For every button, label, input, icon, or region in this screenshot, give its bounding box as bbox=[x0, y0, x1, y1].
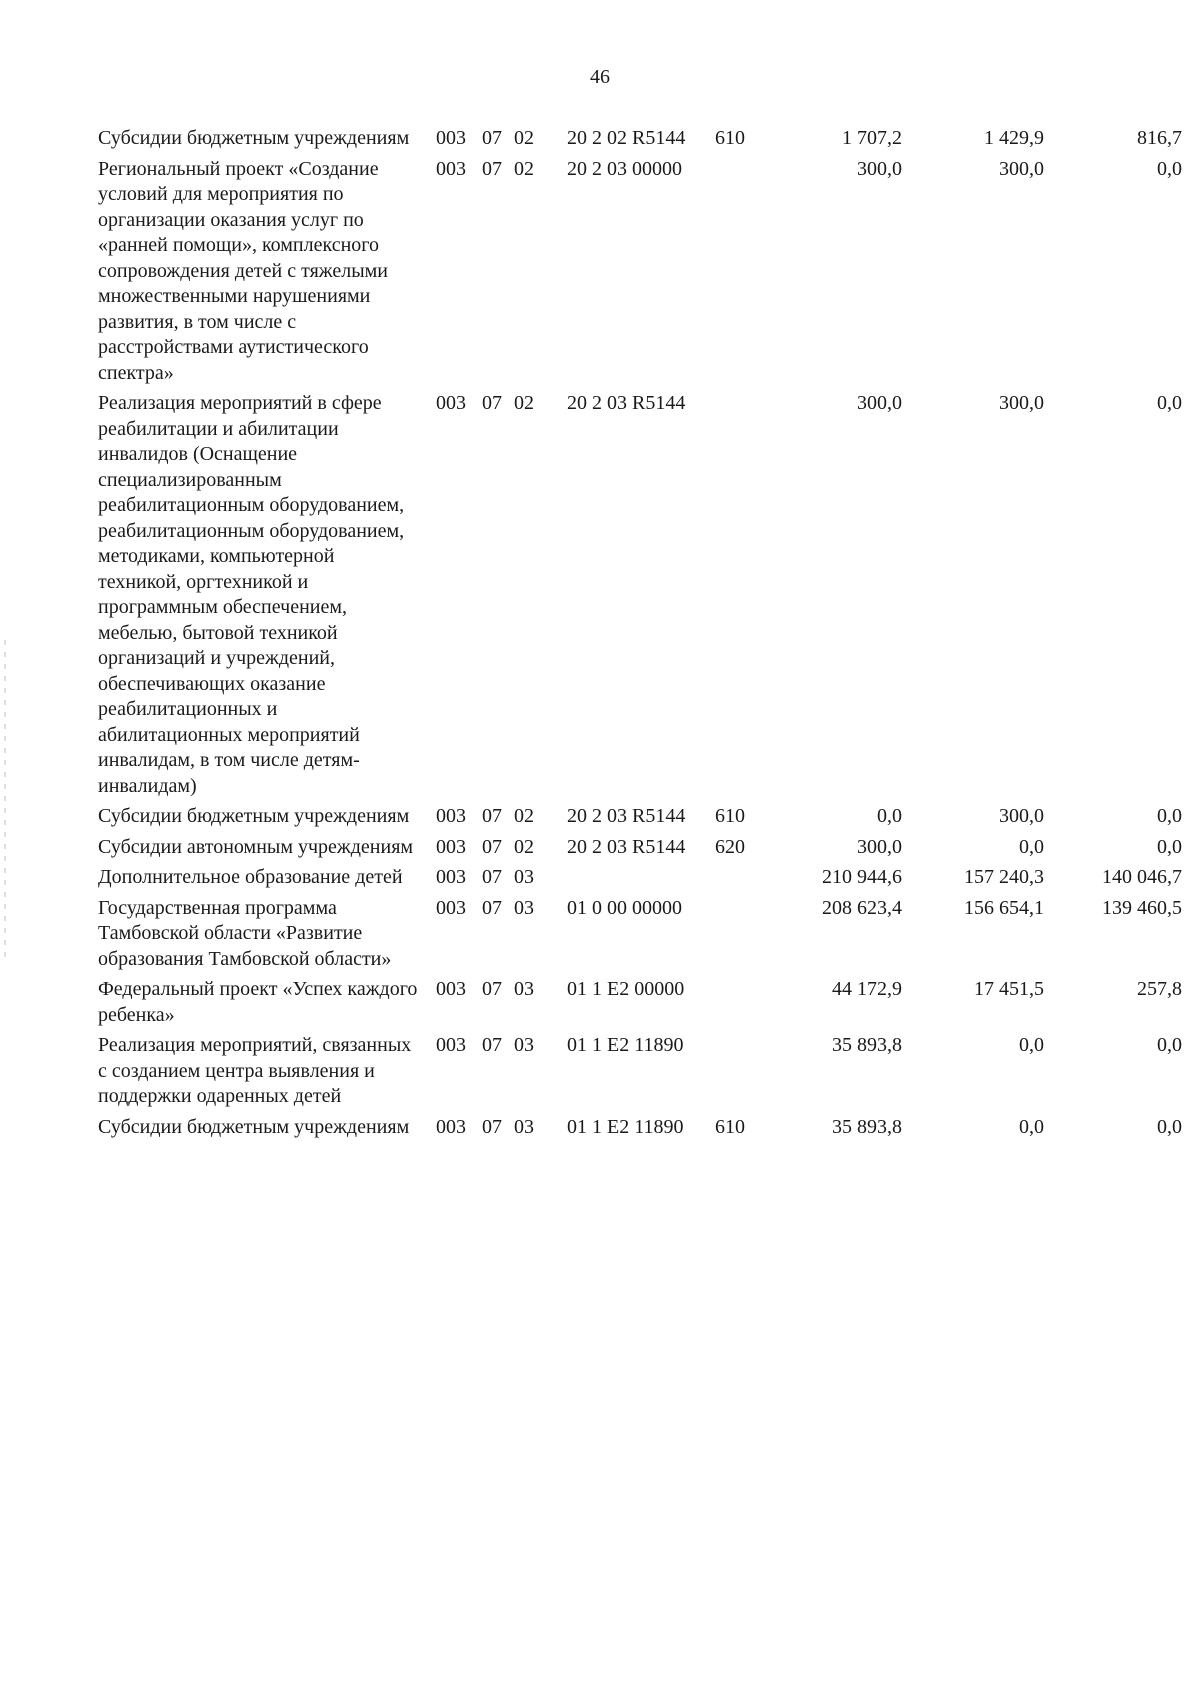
amount-1: 300,0 bbox=[857, 392, 902, 414]
table-row bbox=[98, 126, 1182, 152]
ministry-code: 003 bbox=[436, 127, 466, 149]
section-code: 07 bbox=[482, 866, 502, 888]
subsection-code: 02 bbox=[514, 835, 534, 858]
subsection-code: 02 bbox=[514, 127, 534, 149]
row-name: Реализация мероприятий, связанных с созданием центра выявления и поддержки одаренных детей bbox=[98, 1034, 412, 1107]
subsection-code: 03 bbox=[514, 866, 534, 888]
amount-2: 300,0 bbox=[999, 392, 1044, 414]
row-name: Реализация мероприятий в сфере реабилитации и абилитации инвалидов (Оснащение специализированным реабилитационным оборудованием, реабилитационным оборудованием, методиками, компьютерной техникой, оргтехникой и программным обеспечением, мебелью, бытовой техникой организаций и учреждений, обеспечивающих оказание реабилитационных и абилитационных мероприятий инвалидам, в том числе детям-инвалидам) bbox=[98, 392, 405, 797]
table-row bbox=[98, 835, 1182, 861]
section-code: 07 bbox=[482, 1034, 502, 1056]
amount-3: 140 046,7 bbox=[1102, 866, 1182, 888]
expense-kind: 610 bbox=[715, 1115, 745, 1138]
row-name: Субсидии бюджетным учреждениям bbox=[98, 1115, 410, 1138]
page-number: 46 bbox=[590, 66, 610, 88]
amount-3: 816,7 bbox=[1137, 127, 1182, 149]
amount-1: 1 707,2 bbox=[842, 127, 902, 149]
expense-kind: 620 bbox=[715, 835, 745, 858]
row-name: Региональный проект «Создание условий для мероприятия по организации оказания услуг по «ранней помощи», комплексного сопровождения детей с тяжелыми множественными нарушениями развития, в том числе с расстройствами аутистического спектра» bbox=[98, 157, 388, 384]
table-row bbox=[98, 391, 1182, 799]
ministry-code: 003 bbox=[436, 978, 466, 1000]
section-code: 07 bbox=[482, 392, 502, 414]
table-row bbox=[98, 865, 1182, 891]
row-name: Федеральный проект «Успех каждого ребенка» bbox=[98, 978, 418, 1026]
target-article: 20 2 03 00000 bbox=[567, 157, 682, 180]
subsection-code: 03 bbox=[514, 1115, 534, 1138]
amount-3: 139 460,5 bbox=[1102, 896, 1182, 919]
amount-1: 210 944,6 bbox=[822, 866, 902, 888]
amount-2: 1 429,9 bbox=[984, 127, 1044, 149]
row-name: Дополнительное образование детей bbox=[98, 866, 403, 888]
section-code: 07 bbox=[482, 896, 502, 919]
ministry-code: 003 bbox=[436, 896, 466, 919]
amount-3: 0,0 bbox=[1157, 1115, 1182, 1138]
row-name: Субсидии бюджетным учреждениям bbox=[98, 127, 410, 149]
budget-table bbox=[98, 126, 1182, 1145]
target-article: 20 2 03 R5144 bbox=[567, 392, 686, 414]
expense-kind: 610 bbox=[715, 127, 745, 149]
scan-edge-marks bbox=[4, 640, 6, 960]
amount-2: 157 240,3 bbox=[964, 866, 1044, 888]
subsection-code: 03 bbox=[514, 896, 534, 919]
amount-1: 35 893,8 bbox=[832, 1034, 902, 1056]
amount-1: 300,0 bbox=[857, 835, 902, 858]
ministry-code: 003 bbox=[436, 805, 466, 827]
amount-3: 0,0 bbox=[1157, 157, 1182, 180]
row-name: Субсидии бюджетным учреждениям bbox=[98, 805, 410, 827]
amount-1: 208 623,4 bbox=[822, 896, 902, 919]
ministry-code: 003 bbox=[436, 835, 466, 858]
table-row bbox=[98, 1033, 1182, 1110]
ministry-code: 003 bbox=[436, 1115, 466, 1138]
row-name: Субсидии автономным учреждениям bbox=[98, 835, 414, 858]
target-article: 01 1 E2 11890 bbox=[567, 1115, 684, 1138]
section-code: 07 bbox=[482, 127, 502, 149]
target-article: 01 1 E2 11890 bbox=[567, 1034, 684, 1056]
target-article: 20 2 03 R5144 bbox=[567, 805, 686, 827]
table-row bbox=[98, 157, 1182, 387]
amount-1: 0,0 bbox=[877, 805, 902, 827]
amount-3: 0,0 bbox=[1157, 392, 1182, 414]
ministry-code: 003 bbox=[436, 866, 466, 888]
table-row bbox=[98, 804, 1182, 830]
section-code: 07 bbox=[482, 157, 502, 180]
subsection-code: 02 bbox=[514, 392, 534, 414]
section-code: 07 bbox=[482, 1115, 502, 1138]
amount-1: 44 172,9 bbox=[832, 978, 902, 1000]
amount-3: 0,0 bbox=[1157, 835, 1182, 858]
subsection-code: 03 bbox=[514, 1034, 534, 1056]
amount-2: 156 654,1 bbox=[964, 896, 1044, 919]
table-row bbox=[98, 896, 1182, 973]
subsection-code: 03 bbox=[514, 978, 534, 1000]
amount-3: 257,8 bbox=[1137, 978, 1182, 1000]
amount-2: 0,0 bbox=[1019, 835, 1044, 858]
amount-2: 0,0 bbox=[1019, 1115, 1044, 1138]
ministry-code: 003 bbox=[436, 157, 466, 180]
amount-2: 300,0 bbox=[999, 157, 1044, 180]
amount-2: 0,0 bbox=[1019, 1034, 1044, 1056]
expense-kind: 610 bbox=[715, 805, 745, 827]
amount-2: 300,0 bbox=[999, 805, 1044, 827]
ministry-code: 003 bbox=[436, 392, 466, 414]
amount-3: 0,0 bbox=[1157, 805, 1182, 827]
row-name: Государственная программа Тамбовской области «Развитие образования Тамбовской области» bbox=[98, 896, 392, 970]
ministry-code: 003 bbox=[436, 1034, 466, 1056]
target-article: 01 1 E2 00000 bbox=[567, 978, 685, 1000]
amount-1: 300,0 bbox=[857, 157, 902, 180]
amount-2: 17 451,5 bbox=[974, 978, 1044, 1000]
target-article: 20 2 03 R5144 bbox=[567, 835, 686, 858]
table-row bbox=[98, 977, 1182, 1028]
section-code: 07 bbox=[482, 835, 502, 858]
subsection-code: 02 bbox=[514, 805, 534, 827]
section-code: 07 bbox=[482, 805, 502, 827]
subsection-code: 02 bbox=[514, 157, 534, 180]
amount-1: 35 893,8 bbox=[832, 1115, 902, 1138]
target-article: 20 2 02 R5144 bbox=[567, 127, 686, 149]
amount-3: 0,0 bbox=[1157, 1034, 1182, 1056]
target-article: 01 0 00 00000 bbox=[567, 896, 682, 919]
table-row bbox=[98, 1115, 1182, 1141]
section-code: 07 bbox=[482, 978, 502, 1000]
